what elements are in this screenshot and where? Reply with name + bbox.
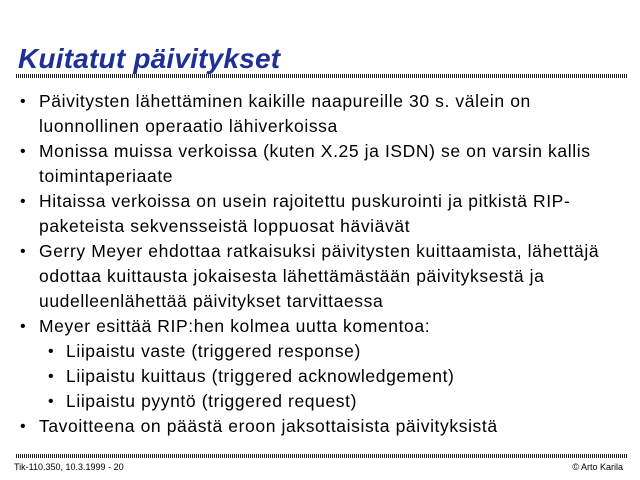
bullet-item: [18, 189, 626, 239]
title-divider: [16, 74, 628, 78]
footer-course-info: Tik-110.350, 10.3.1999 - 20: [14, 462, 124, 472]
bullet-item: [18, 139, 626, 189]
slide-body: [18, 89, 626, 439]
bullet-text: Hitaissa verkoissa on usein rajoitettu puskurointi ja pitkistä RIP-paketeista sekvensseistä loppuosat häviävät: [39, 191, 571, 236]
sub-bullet-item: [18, 339, 626, 364]
sub-bullet-item: [18, 364, 626, 389]
sub-bullet-text: Liipaistu vaste (triggered response): [66, 341, 361, 361]
bullet-text: Gerry Meyer ehdottaa ratkaisuksi päivitysten kuittaamista, lähettäjä odottaa kuittausta jokaisesta lähettämästään päivityksestä ja uudelleenlähettää päivitykset tarvittaessa: [39, 241, 600, 311]
sub-bullet-text: Liipaistu kuittaus (triggered acknowledgement): [66, 366, 455, 386]
bullet-marker: •: [20, 243, 27, 260]
bullet-text: Meyer esittää RIP:hen kolmea uutta komentoa:: [39, 316, 431, 336]
bullet-item: [18, 414, 626, 439]
bullet-text: Päivitysten lähettäminen kaikille naapureille 30 s. välein on luonnollinen operaatio lähiverkoissa: [39, 91, 531, 136]
sub-bullet-text: Liipaistu pyyntö (triggered request): [66, 391, 358, 411]
bullet-text: Monissa muissa verkoissa (kuten X.25 ja ISDN) se on varsin kallis toimintaperiaate: [39, 141, 591, 186]
bullet-item: [18, 239, 626, 314]
sub-bullet-item: [18, 389, 626, 414]
footer-copyright: © Arto Karila: [572, 462, 623, 472]
sub-bullet-marker: •: [48, 368, 55, 385]
sub-bullet-marker: •: [48, 393, 55, 410]
bullet-marker: •: [20, 93, 27, 110]
bullet-marker: •: [20, 143, 27, 160]
bullet-marker: •: [20, 418, 27, 435]
bullet-marker: •: [20, 318, 27, 335]
footer-divider: [16, 454, 628, 458]
bullet-item: [18, 314, 626, 339]
sub-bullet-marker: •: [48, 343, 55, 360]
bullet-marker: •: [20, 193, 27, 210]
bullet-item: [18, 89, 626, 139]
slide-title: Kuitatut päivitykset: [18, 43, 281, 74]
bullet-text: Tavoitteena on päästä eroon jaksottaisista päivityksistä: [39, 416, 498, 436]
